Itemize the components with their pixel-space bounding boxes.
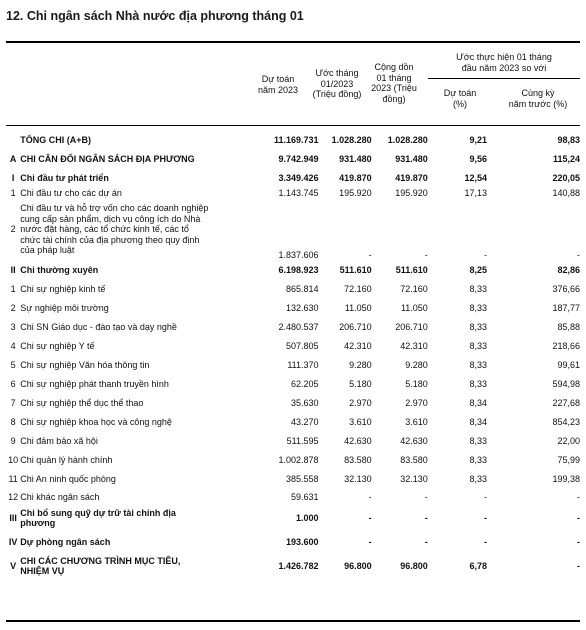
header-line: Dự toán [443,88,477,98]
cell-cung-ky: 99,61 [557,359,580,370]
row-index: 12 [8,491,19,502]
table-row [6,554,580,579]
header-group [428,52,580,73]
row-label [20,375,255,394]
row-label-line: Sự nghiệp môi trường [20,302,109,313]
cell-pct-du-toan: 12,54 [464,173,488,184]
cell-cung-ky: - [577,512,580,523]
row-label-line: Chi quản lý hành chính [20,454,113,465]
cell-cong-don: 42.310 [400,340,428,351]
cell-uoc-thang: 83.580 [344,454,372,465]
cell-pct-du-toan: 8,33 [469,302,488,313]
cell-du-toan: 6.198.923 [278,264,319,275]
cell-cung-ky: - [577,560,580,571]
row-index: 1 [10,283,16,294]
cell-uoc-thang: - [368,491,372,502]
table-row [6,150,580,169]
header-line: (%) [453,98,467,109]
row-label [20,130,255,150]
cell-cung-ky: - [577,536,580,547]
cell-uoc-thang: 9.280 [349,359,372,370]
row-label [20,337,255,356]
row-label [20,554,255,579]
table-row [6,299,580,318]
header-cung-ky [496,88,580,109]
row-index: 3 [10,321,16,332]
cell-cong-don: 32.130 [400,473,428,484]
header-du-toan [246,74,310,95]
table-row [6,356,580,375]
cell-du-toan: 193.600 [285,536,319,547]
row-label-line: Chi sự nghiệp Văn hóa thông tin [20,359,150,370]
table-row [6,375,580,394]
row-label-line: CHI CÁC CHƯƠNG TRÌNH MỤC TIÊU, [20,555,181,566]
table-row [6,188,580,199]
cell-cung-ky: - [577,250,580,260]
row-label-line: Chi đảm bảo xã hội [20,435,98,446]
row-index: 1 [10,188,16,198]
row-index: III [9,512,17,523]
cell-cung-ky: 220,05 [552,173,580,184]
cell-uoc-thang: 195.920 [339,188,372,198]
row-label-line: Dự phòng ngân sách [20,536,111,547]
row-index [6,130,20,150]
header-line: năm 2023 [257,84,299,95]
header-pct-du-toan [430,88,490,109]
cell-pct-du-toan: 8,33 [469,435,488,446]
row-label [20,489,255,506]
row-index: 11 [8,473,18,484]
table-row [6,413,580,432]
cell-cong-don: 2.970 [405,397,428,408]
cell-du-toan: 1.426.782 [278,560,319,571]
cell-cong-don: 83.580 [400,454,428,465]
row-label [20,318,255,337]
row-label [20,150,255,169]
cell-uoc-thang: 11.050 [344,302,372,313]
cell-cung-ky: 187,77 [552,302,580,313]
cell-cung-ky: 85,88 [557,321,580,332]
row-label-line: Chi đầu tư phát triển [20,173,109,184]
header-line: 01 tháng [376,72,412,83]
header-line: Ước tháng [315,68,359,78]
table-row [6,394,580,413]
row-index: 9 [10,435,16,446]
cell-cung-ky: 227,68 [552,397,580,408]
cell-pct-du-toan: - [484,536,488,547]
cell-cong-don: 206.710 [395,321,428,332]
cell-uoc-thang: 42.310 [344,340,372,351]
table-row [6,531,580,554]
cell-pct-du-toan: 17,13 [464,188,488,198]
table-row [6,318,580,337]
cell-du-toan: 2.480.537 [278,321,319,332]
row-label-line: Chi đầu tư và hỗ trợ vốn cho các doanh nghiệp [20,203,209,214]
cell-cung-ky: 75,99 [557,454,580,465]
cell-cong-don: 931.480 [395,154,428,165]
header-line: Ước thực hiện 01 tháng [456,52,552,62]
cell-cong-don: 419.870 [395,173,428,184]
header-line: đồng) [382,93,406,104]
table-row [6,506,580,531]
cell-du-toan: 1.002.878 [278,454,319,465]
cell-pct-du-toan: - [484,491,488,502]
cell-pct-du-toan: 6,78 [469,560,488,571]
row-label [20,261,255,280]
row-label-line: Chi bổ sung quỹ dự trữ tài chính địa [20,507,176,518]
cell-du-toan: 3.349.426 [278,173,319,184]
cell-du-toan: 1.837.606 [278,250,319,260]
cell-du-toan: 511.595 [286,435,319,446]
cell-pct-du-toan: 9,56 [469,154,488,165]
table-row [6,169,580,188]
header-bottom-rule [6,125,580,126]
table-row [6,432,580,451]
cell-cong-don: 3.610 [405,416,428,427]
cell-cong-don: 5.180 [405,378,428,389]
cell-pct-du-toan: 8,33 [469,454,488,465]
cell-cung-ky: 594,98 [552,378,580,389]
cell-du-toan: 507.805 [285,340,319,351]
page-title: 12. Chi ngân sách Nhà nước địa phương tháng 01 [6,9,304,23]
cell-cong-don: 195.920 [395,188,428,198]
row-label-line: CHI CÂN ĐỐI NGÂN SÁCH ĐỊA PHƯƠNG [20,154,195,165]
row-label [20,413,255,432]
header-line: đầu năm 2023 so với [461,62,547,73]
row-label-line: Chi sự nghiệp Y tế [20,340,95,351]
cell-cong-don: 96.800 [400,560,428,571]
row-label [20,356,255,375]
row-label-line: Chi thường xuyên [20,264,99,275]
cell-uoc-thang: - [368,250,372,260]
row-index: 10 [8,454,19,465]
header-line: Dự toán [261,74,295,84]
cell-uoc-thang: - [368,536,372,547]
row-label [20,531,255,554]
row-label [20,169,255,188]
row-label-line: Chi sự nghiệp phát thanh truyền hình [20,378,169,389]
cell-pct-du-toan: 8,33 [469,473,488,484]
row-label [20,299,255,318]
cell-pct-du-toan: 8,33 [469,283,488,294]
cell-pct-du-toan: - [484,512,488,523]
header-group-rule [428,78,580,79]
cell-du-toan: 43.270 [290,416,319,427]
cell-du-toan: 111.370 [287,359,319,370]
header-uoc-thang [306,68,368,100]
cell-uoc-thang: 72.160 [344,283,372,294]
header-line: Cộng dồn [374,62,414,72]
cell-cung-ky: - [577,491,580,502]
row-index: 8 [10,416,16,427]
budget-table-body [6,130,580,579]
row-label-line: của pháp luật [20,245,75,256]
cell-cong-don: - [424,250,428,260]
cell-uoc-thang: 511.610 [339,264,372,275]
cell-du-toan: 1.143.745 [278,188,319,198]
table-row [6,130,580,150]
row-label [20,432,255,451]
cell-du-toan: 11.169.731 [273,134,319,145]
cell-uoc-thang: 5.180 [349,378,372,389]
cell-uoc-thang: 206.710 [339,321,372,332]
row-label-line: phương [20,518,56,528]
cell-cong-don: - [424,512,428,523]
row-index: 6 [10,378,16,389]
row-label [20,394,255,413]
cell-cong-don: - [424,536,428,547]
cell-du-toan: 1.000 [295,512,319,523]
row-label-line: Chi sự nghiệp khoa học và công nghệ [20,416,172,427]
cell-du-toan: 9.742.949 [278,154,319,165]
cell-du-toan: 865.814 [285,283,319,294]
cell-cong-don: 11.050 [400,302,428,313]
row-index: 7 [10,397,16,408]
cell-pct-du-toan: 9,21 [469,134,488,145]
table-bottom-rule [6,620,580,622]
cell-uoc-thang: - [368,512,372,523]
cell-cung-ky: 199,38 [552,473,580,484]
row-index: IV [8,536,18,547]
row-label-line: Chi sự nghiệp kinh tế [20,283,106,294]
row-label-line: Chi SN Giáo dục - đào tạo và dạy nghề [20,321,177,332]
cell-uoc-thang: 419.870 [339,173,372,184]
cell-uoc-thang: 96.800 [344,560,372,571]
row-label [20,280,255,299]
row-label-line: NHIỆM VỤ [20,566,65,576]
header-cong-don [366,62,422,104]
cell-pct-du-toan: - [484,250,488,260]
cell-uoc-thang: 931.480 [339,154,372,165]
cell-cung-ky: 82,86 [557,264,580,275]
cell-uoc-thang: 3.610 [349,416,372,427]
cell-cong-don: 9.280 [405,359,428,370]
row-label-line: Chi sự nghiệp thể dục thể thao [20,397,144,408]
row-label-line: cung cấp sản phẩm, dịch vụ công ích do Nhà [20,213,201,224]
cell-uoc-thang: 1.028.280 [331,134,372,145]
row-index: 2 [10,224,16,235]
row-label-line: nước đặt hàng, các tổ chức kinh tế, các tổ [20,224,189,235]
row-label-line: Chi khác ngân sách [20,491,100,502]
header-line: năm trước (%) [508,98,568,109]
cell-cung-ky: 218,66 [552,340,580,351]
row-label-line: Chi An ninh quốc phòng [20,473,116,484]
cell-pct-du-toan: 8,33 [469,378,488,389]
table-top-rule [6,41,580,43]
table-row [6,489,580,506]
cell-cong-don: 42.630 [400,435,428,446]
cell-pct-du-toan: 8,25 [469,264,488,275]
cell-uoc-thang: 32.130 [344,473,372,484]
row-index: II [10,264,16,275]
row-label [20,506,255,531]
row-label [20,199,255,261]
table-row [6,261,580,280]
header-line: (Triệu đồng) [312,89,362,99]
cell-cung-ky: 22,00 [557,435,580,446]
cell-cung-ky: 115,24 [552,154,580,165]
cell-du-toan: 132.630 [285,302,319,313]
table-row [6,199,580,261]
cell-pct-du-toan: 8,34 [469,397,488,408]
header-line: 01/2023 [320,78,354,89]
cell-cung-ky: 140,88 [552,188,580,198]
cell-cong-don: - [424,491,428,502]
row-label-line: TỔNG CHI (A+B) [20,134,92,145]
row-label-line: chức tài chính của địa phương theo quy định [20,234,200,245]
cell-cong-don: 72.160 [400,283,428,294]
header-line: 2023 (Triệu [371,83,417,93]
cell-uoc-thang: 42.630 [344,435,372,446]
cell-cong-don: 1.028.280 [387,134,428,145]
budget-table [6,130,580,579]
row-index: 5 [10,359,16,370]
cell-uoc-thang: 2.970 [349,397,372,408]
table-row [6,451,580,470]
cell-cung-ky: 854,23 [552,416,580,427]
row-label [20,470,255,489]
cell-cung-ky: 98,83 [557,134,580,145]
cell-pct-du-toan: 8,33 [469,359,488,370]
table-row [6,337,580,356]
cell-du-toan: 59.631 [290,491,319,502]
cell-pct-du-toan: 8,33 [469,340,488,351]
row-label [20,188,255,199]
table-row [6,470,580,489]
cell-du-toan: 62.205 [290,378,319,389]
cell-pct-du-toan: 8,33 [469,321,488,332]
row-index: V [10,560,17,571]
row-index: 4 [10,340,16,351]
row-label-line: Chi đầu tư cho các dự án [20,188,122,198]
cell-pct-du-toan: 8,34 [469,416,488,427]
cell-du-toan: 385.558 [285,473,319,484]
row-index: A [9,154,17,165]
row-label [20,451,255,470]
row-index: 2 [10,302,16,313]
header-line: Cùng kỳ [521,88,555,98]
cell-du-toan: 35.630 [290,397,319,408]
row-index: I [11,173,15,184]
cell-cong-don: 511.610 [395,264,428,275]
table-row [6,280,580,299]
cell-cung-ky: 376,66 [552,283,580,294]
